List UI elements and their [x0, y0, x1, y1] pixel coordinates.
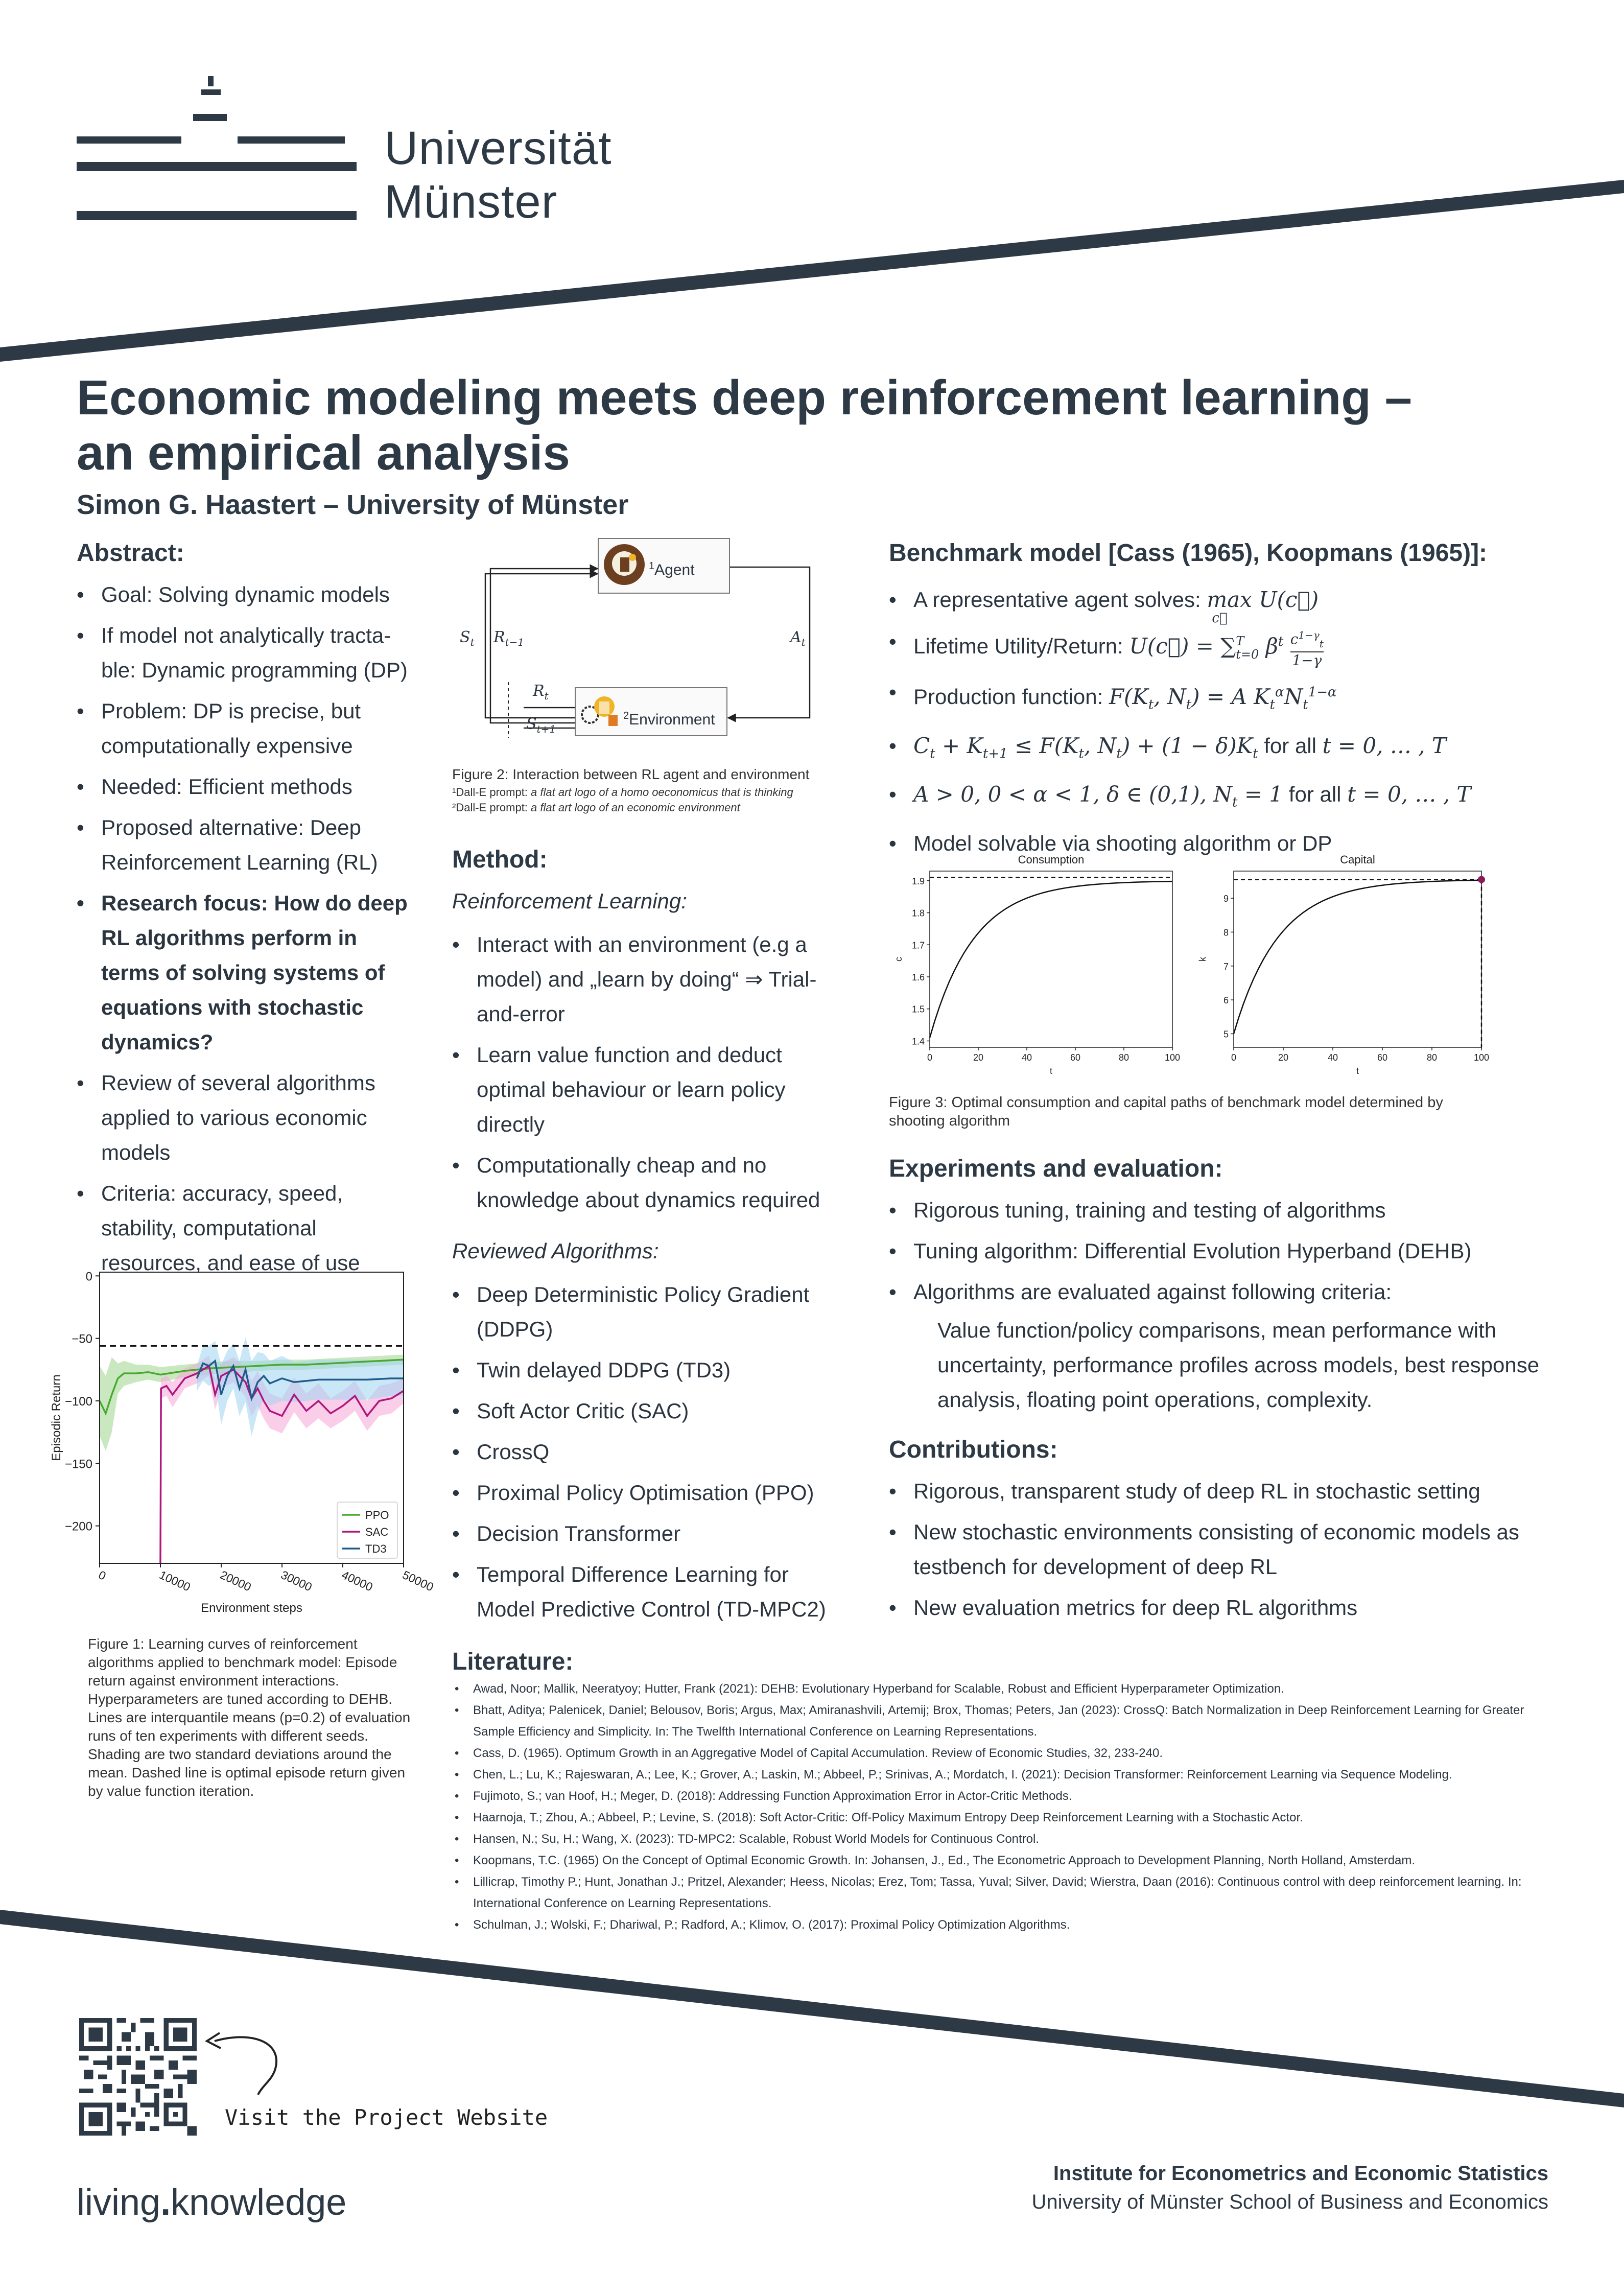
list-item: • CrossQ — [452, 1435, 840, 1469]
legend-label-td3: TD3 — [365, 1542, 387, 1555]
abstract-heading: Abstract: — [77, 540, 184, 567]
y-axis-label: Episodic Return — [50, 1374, 63, 1461]
contributions-heading: Contributions: — [889, 1436, 1058, 1463]
reward-t-symbol: R — [533, 682, 545, 700]
environment-label-text: Environment — [629, 711, 715, 728]
environment-footnote-marker: 2 — [623, 710, 629, 721]
title-line2: an empirical analysis — [77, 426, 570, 480]
y-tick-label: 6 — [1223, 995, 1229, 1006]
state-label — [460, 628, 475, 648]
x-axis-label: t — [1049, 1066, 1053, 1076]
x-tick-label: 0 — [96, 1567, 108, 1583]
beta-exponent: t — [1278, 634, 1284, 649]
bc-delta: ) + (1 − δ)K — [1121, 733, 1253, 758]
bc-range: t = 0, … , T — [1322, 733, 1446, 758]
header-diagonal-stripe — [0, 174, 1624, 363]
agent-footnote-marker: 1 — [649, 560, 655, 572]
reference-item: • Cass, D. (1965). Optimum Growth in an Aggregative Model of Capital Accumulation. Review of Economic Studies, 32, 233-240. — [455, 1743, 1538, 1764]
brand-part1: living — [77, 2182, 161, 2223]
pf-c: ) = A K — [1191, 684, 1270, 710]
budget-constraint — [913, 733, 1258, 762]
pc-sub: t — [1232, 794, 1238, 810]
pf-d: N — [1284, 684, 1303, 710]
x-tick-label: 60 — [1377, 1052, 1388, 1063]
x-axis-label: t — [1356, 1066, 1359, 1076]
reward-t-subscript: t — [544, 690, 549, 702]
chart-title: Capital — [1340, 853, 1375, 866]
reward-prev-label — [493, 628, 524, 648]
frac-denominator: 1−γ — [1292, 652, 1322, 669]
action-subscript: t — [801, 636, 806, 648]
x-tick-label: 20 — [1278, 1052, 1289, 1063]
reward-subscript: t−1 — [505, 636, 525, 648]
y-tick-label: 0 — [85, 1270, 92, 1284]
y-tick-label: 8 — [1223, 927, 1229, 938]
pf-sub1: t — [1148, 697, 1154, 713]
method-rl-list — [452, 927, 840, 1224]
reference-item: • Fujimoto, S.; van Hoof, H.; Meger, D. (2018): Addressing Function Approximation Error in Actor-Critic Methods. — [455, 1786, 1538, 1807]
list-item: • Deep Deterministic Policy Gradient (DDPG) — [452, 1277, 840, 1347]
note1-prefix: ¹Dall-E prompt: — [452, 786, 531, 799]
list-item — [889, 729, 1568, 771]
figure2-caption: Figure 2: Interaction between RL agent and environment — [452, 766, 810, 782]
x-tick-label: 20 — [973, 1052, 984, 1063]
pf-sub2: t — [1186, 697, 1192, 713]
capital-chart — [1195, 848, 1492, 1081]
curved-arrow-icon — [204, 2026, 291, 2107]
bc-sub2: t+1 — [982, 746, 1008, 762]
pc-for: for all — [1283, 782, 1348, 807]
note2-prompt: a flat art logo of an economic environment — [531, 801, 740, 814]
university-name-line1: Universität — [384, 122, 612, 174]
y-tick-label: 1.9 — [911, 876, 925, 886]
figure1-caption: Figure 1: Learning curves of reinforcement algorithms applied to benchmark model: Episode return against environment interactions. Hyperparameters are tuned according to DEHB. Lines are interquantile means (p=0.2) of evaluation runs of ten experiments with different seeds. Shading are two standard deviations around the mean. Dashed line is optimal episode return given by value function iteration. — [88, 1636, 411, 1799]
y-tick-label: 1.6 — [911, 972, 925, 982]
production-function — [1109, 684, 1337, 713]
school-name: University of Münster School of Business and Economics — [1031, 2191, 1548, 2213]
frac-numerator: c — [1290, 630, 1299, 647]
figure3-caption: Figure 3: Optimal consumption and capital paths of benchmark model determined by shooting algorithm — [889, 1094, 1443, 1129]
economic-environment-icon — [580, 692, 621, 729]
plot-frame — [1234, 871, 1481, 1047]
rl-interaction-diagram — [450, 534, 817, 738]
list-item: • Learn value function and deduct optimal behaviour or learn policy directly — [452, 1038, 840, 1142]
plot-frame — [930, 871, 1172, 1047]
y-axis-label: c — [893, 957, 904, 962]
list-item: • New stochastic environments consisting of economic models as testbench for development of deep RL — [889, 1515, 1568, 1584]
reward-label — [533, 682, 549, 702]
list-item: • Decision Transformer — [452, 1516, 840, 1551]
y-tick-label: 1.7 — [911, 940, 925, 951]
list-item: • If model not analytically tracta-ble: Dynamic programming (DP) — [77, 618, 419, 688]
sum-upper: T — [1236, 634, 1244, 648]
list-item — [889, 675, 1568, 722]
x-tick-label: 100 — [1473, 1052, 1490, 1063]
x-tick-label: 50000 — [400, 1567, 436, 1594]
pf-sub3: t — [1269, 697, 1275, 713]
title-line1: Economic modeling meets deep reinforcement learning – — [77, 370, 1412, 425]
list-item: • Twin delayed DDPG (TD3) — [452, 1353, 840, 1388]
note1-prompt: a flat art logo of a homo oeconomicus that is thinking — [531, 786, 793, 799]
pc-range: t = 0, … , T — [1347, 782, 1471, 807]
thinking-agent-icon — [603, 543, 646, 586]
action-label — [790, 628, 806, 648]
experiments-heading: Experiments and evaluation: — [889, 1155, 1223, 1182]
parameter-constraints: A > 0, 0 < α < 1, δ ∈ (0,1), N — [913, 782, 1233, 807]
x-tick-label: 100 — [1164, 1052, 1181, 1063]
list-item: • Rigorous tuning, training and testing of algorithms — [889, 1193, 1568, 1228]
x-tick-label: 80 — [1118, 1052, 1129, 1063]
pf-alpha: α — [1275, 685, 1284, 700]
method-subheading-algorithms: Reviewed Algorithms: — [452, 1239, 659, 1263]
terminal-point — [1478, 876, 1485, 883]
list-item: • Interact with an environment (e.g a model) and „learn by doing“ ⇒ Trial-and-error — [452, 927, 840, 1032]
bc-sub4: t — [1116, 746, 1122, 762]
list-item — [889, 777, 1568, 819]
reference-item: • Koopmans, T.C. (1965) On the Concept of Optimal Economic Growth. In: Johansen, J., Ed., The Econometric Approach to Development Planning, North Holland, Amsterdam. — [455, 1850, 1538, 1871]
utility-beta: β — [1265, 634, 1278, 659]
next-state-subscript: t+1 — [536, 723, 556, 735]
y-axis-label: k — [1197, 957, 1208, 962]
poster-title — [77, 370, 1412, 481]
literature-heading: Literature: — [452, 1648, 574, 1675]
state-symbol: S — [460, 628, 470, 646]
environment-label — [623, 710, 715, 729]
y-tick-label: −200 — [64, 1519, 92, 1534]
list-item: • Needed: Efficient methods — [77, 769, 419, 804]
list-item: • Proposed alternative: Deep Reinforcement Learning (RL) — [77, 810, 419, 880]
x-tick-label: 20000 — [218, 1567, 253, 1594]
list-item: • Review of several algorithms applied to various economic models — [77, 1066, 419, 1170]
bc-sub5: t — [1253, 746, 1258, 762]
list-item-research-focus: • Research focus: How do deep RL algorithms perform in terms of solving systems of equations with stochastic dynamics? — [77, 886, 419, 1060]
bc-f: ≤ F(K — [1007, 733, 1079, 758]
x-tick-label: 40000 — [339, 1567, 375, 1594]
author-line: Simon G. Haastert – University of Münster — [77, 489, 629, 520]
legend-label-ppo: PPO — [365, 1509, 389, 1521]
bc-for: for all — [1258, 733, 1323, 758]
list-item: • Computationally cheap and no knowledge about dynamics required — [452, 1148, 840, 1217]
learning-curves-chart — [46, 1252, 436, 1620]
y-tick-label: 7 — [1223, 961, 1229, 972]
next-state-symbol: S — [526, 715, 537, 733]
list-item: • Criteria: accuracy, speed, stability, computational resources, and ease of use — [77, 1176, 419, 1280]
list-item: • Model solvable via shooting algorithm or DP — [889, 826, 1568, 861]
brand-dot: . — [160, 2182, 171, 2223]
reference-item: • Lillicrap, Timothy P.; Hunt, Jonathan J.; Pritzel, Alexander; Heess, Nicolas; Erez, Tom; Tassa, Yuval; Silver, David; Wierstra, Daan (2016): Continuous control with deep reinforcement learning. In: International Conference on Learning Representations. — [455, 1871, 1538, 1914]
next-state-label — [526, 715, 556, 735]
x-axis-label: Environment steps — [201, 1601, 302, 1615]
benchmark-item1-math: max U(c⃗) — [1207, 587, 1319, 612]
optimal-path-line — [1234, 880, 1481, 1034]
x-tick-label: 40 — [1327, 1052, 1338, 1063]
x-tick-label: 10000 — [157, 1567, 193, 1594]
y-tick-label: −100 — [64, 1394, 92, 1409]
y-tick-label: 1.5 — [911, 1004, 925, 1015]
list-item: • Temporal Difference Learning for Model Predictive Control (TD-MPC2) — [452, 1557, 840, 1627]
method-heading: Method: — [452, 846, 548, 873]
benchmark-list — [889, 582, 1568, 867]
y-tick-label: 9 — [1223, 894, 1229, 904]
reference-item: • Schulman, J.; Wolski, F.; Dhariwal, P.; Radford, A.; Klimov, O. (2017): Proximal Policy Optimization Algorithms. — [455, 1914, 1538, 1936]
x-tick-label: 0 — [1231, 1052, 1237, 1063]
evaluation-criteria-text: Value function/policy comparisons, mean performance with uncertainty, performance profiles across models, best response analysis, floating point operations, complexity. — [937, 1318, 1540, 1412]
benchmark-item2-text: Lifetime Utility/Return: — [913, 634, 1129, 658]
reference-item: • Bhatt, Aditya; Palenicek, Daniel; Belousov, Boris; Argus, Max; Amiranashvili, Artemij; Brox, Thomas; Peters, Jan (2023): CrossQ: Batch Normalization in Deep Reinforcement Learning for Greater Sample Efficiency and Simplicity. In: The Twelfth International Conference on Learning Representations. — [455, 1700, 1538, 1743]
algorithms-list — [452, 1277, 840, 1633]
consumption-chart — [891, 848, 1183, 1081]
note2-prefix: ²Dall-E prompt: — [452, 801, 531, 814]
utility-sum: U(c⃗) = ∑ — [1129, 634, 1236, 659]
list-item — [889, 624, 1568, 669]
method-subheading-rl: Reinforcement Learning: — [452, 889, 687, 913]
reference-item: • Haarnoja, T.; Zhou, A.; Abbeel, P.; Levine, S. (2018): Soft Actor-Critic: Off-Policy Maximum Entropy Deep Reinforcement Learning with a Stochastic Actor. — [455, 1807, 1538, 1829]
pf-one-minus-alpha: 1−α — [1308, 685, 1337, 700]
benchmark-item3-text: Production function: — [913, 685, 1109, 709]
action-symbol: A — [790, 628, 802, 646]
benchmark-heading: Benchmark model [Cass (1965), Koopmans (1965)]: — [889, 540, 1488, 567]
list-item: • Proximal Policy Optimisation (PPO) — [452, 1475, 840, 1510]
x-tick-label: 40 — [1021, 1052, 1032, 1063]
bc-sub1: t — [930, 746, 935, 762]
bc-k: + K — [935, 733, 983, 758]
y-tick-label: 5 — [1223, 1029, 1229, 1040]
legend-label-sac: SAC — [365, 1526, 389, 1538]
pf-a: F(K — [1109, 684, 1148, 710]
x-tick-label: 0 — [927, 1052, 933, 1063]
optimal-path-line — [930, 881, 1172, 1038]
sum-lower: t=0 — [1236, 647, 1259, 662]
list-item: • Rigorous, transparent study of deep RL in stochastic setting — [889, 1474, 1568, 1509]
figure2-note2 — [452, 800, 840, 815]
contributions-list — [889, 1474, 1568, 1631]
agent-label-text: Agent — [654, 561, 695, 578]
brand-part2: knowledge — [171, 2182, 347, 2223]
institute-name: Institute for Econometrics and Economic Statistics — [1053, 2162, 1548, 2185]
qr-code[interactable] — [79, 2018, 197, 2136]
pf-b: , N — [1154, 684, 1186, 710]
y-tick-label: 1.4 — [911, 1036, 925, 1047]
reference-item: • Chen, L.; Lu, K.; Rajeswaran, A.; Lee, K.; Grover, A.; Laskin, M.; Abbeel, P.; Srinivas, A.; Mordatch, I. (2021): Decision Transformer: Reinforcement Learning via Sequence Modeling. — [455, 1764, 1538, 1786]
experiments-list — [889, 1193, 1568, 1316]
university-name-line2: Münster — [384, 176, 558, 228]
reward-symbol: R — [493, 628, 505, 646]
x-tick-label: 60 — [1070, 1052, 1081, 1063]
list-item: • Soft Actor Critic (SAC) — [452, 1394, 840, 1428]
chart-title: Consumption — [1018, 853, 1085, 866]
bc-sub3: t — [1078, 746, 1084, 762]
abstract-list — [77, 577, 419, 1286]
list-item: • Tuning algorithm: Differential Evolution Hyperband (DEHB) — [889, 1234, 1568, 1269]
list-item — [889, 582, 1568, 626]
pc-eq: = 1 — [1237, 782, 1283, 807]
x-tick-label: 30000 — [278, 1567, 314, 1594]
y-tick-label: −50 — [72, 1332, 92, 1346]
list-item: • New evaluation metrics for deep RL algorithms — [889, 1590, 1568, 1625]
figure2-note1 — [452, 785, 840, 800]
qr-link-label[interactable]: Visit the Project Website — [225, 2105, 548, 2130]
reference-item: • Awad, Noor; Mallik, Neeratyoy; Hutter, Frank (2021): DEHB: Evolutionary Hyperband for Scalable, Robust and Efficient Hyperparameter Optimization. — [455, 1678, 1538, 1700]
agent-label — [649, 560, 695, 579]
pf-sub4: t — [1303, 697, 1308, 713]
list-item: • Goal: Solving dynamic models — [77, 577, 419, 612]
benchmark-item1-sub: c⃗ — [1212, 611, 1228, 626]
state-subscript: t — [470, 636, 475, 648]
x-tick-label: 80 — [1426, 1052, 1438, 1063]
list-item: • Algorithms are evaluated against following criteria: — [889, 1275, 1568, 1309]
list-item: • Problem: DP is precise, but computationally expensive — [77, 694, 419, 763]
literature-list — [455, 1678, 1538, 1936]
benchmark-item1-text: A representative agent solves: — [913, 588, 1207, 612]
bc-n: , N — [1084, 733, 1117, 758]
bc-c: C — [913, 733, 930, 758]
frac-exponent: 1−γ — [1298, 628, 1320, 641]
y-tick-label: −150 — [64, 1457, 92, 1471]
y-tick-label: 1.8 — [911, 908, 925, 919]
frac-subscript: t — [1319, 637, 1324, 650]
reference-item: • Hansen, N.; Su, H.; Wang, X. (2023): TD-MPC2: Scalable, Robust World Models for Continuous Control. — [455, 1829, 1538, 1850]
living-knowledge-brand — [77, 2182, 346, 2223]
